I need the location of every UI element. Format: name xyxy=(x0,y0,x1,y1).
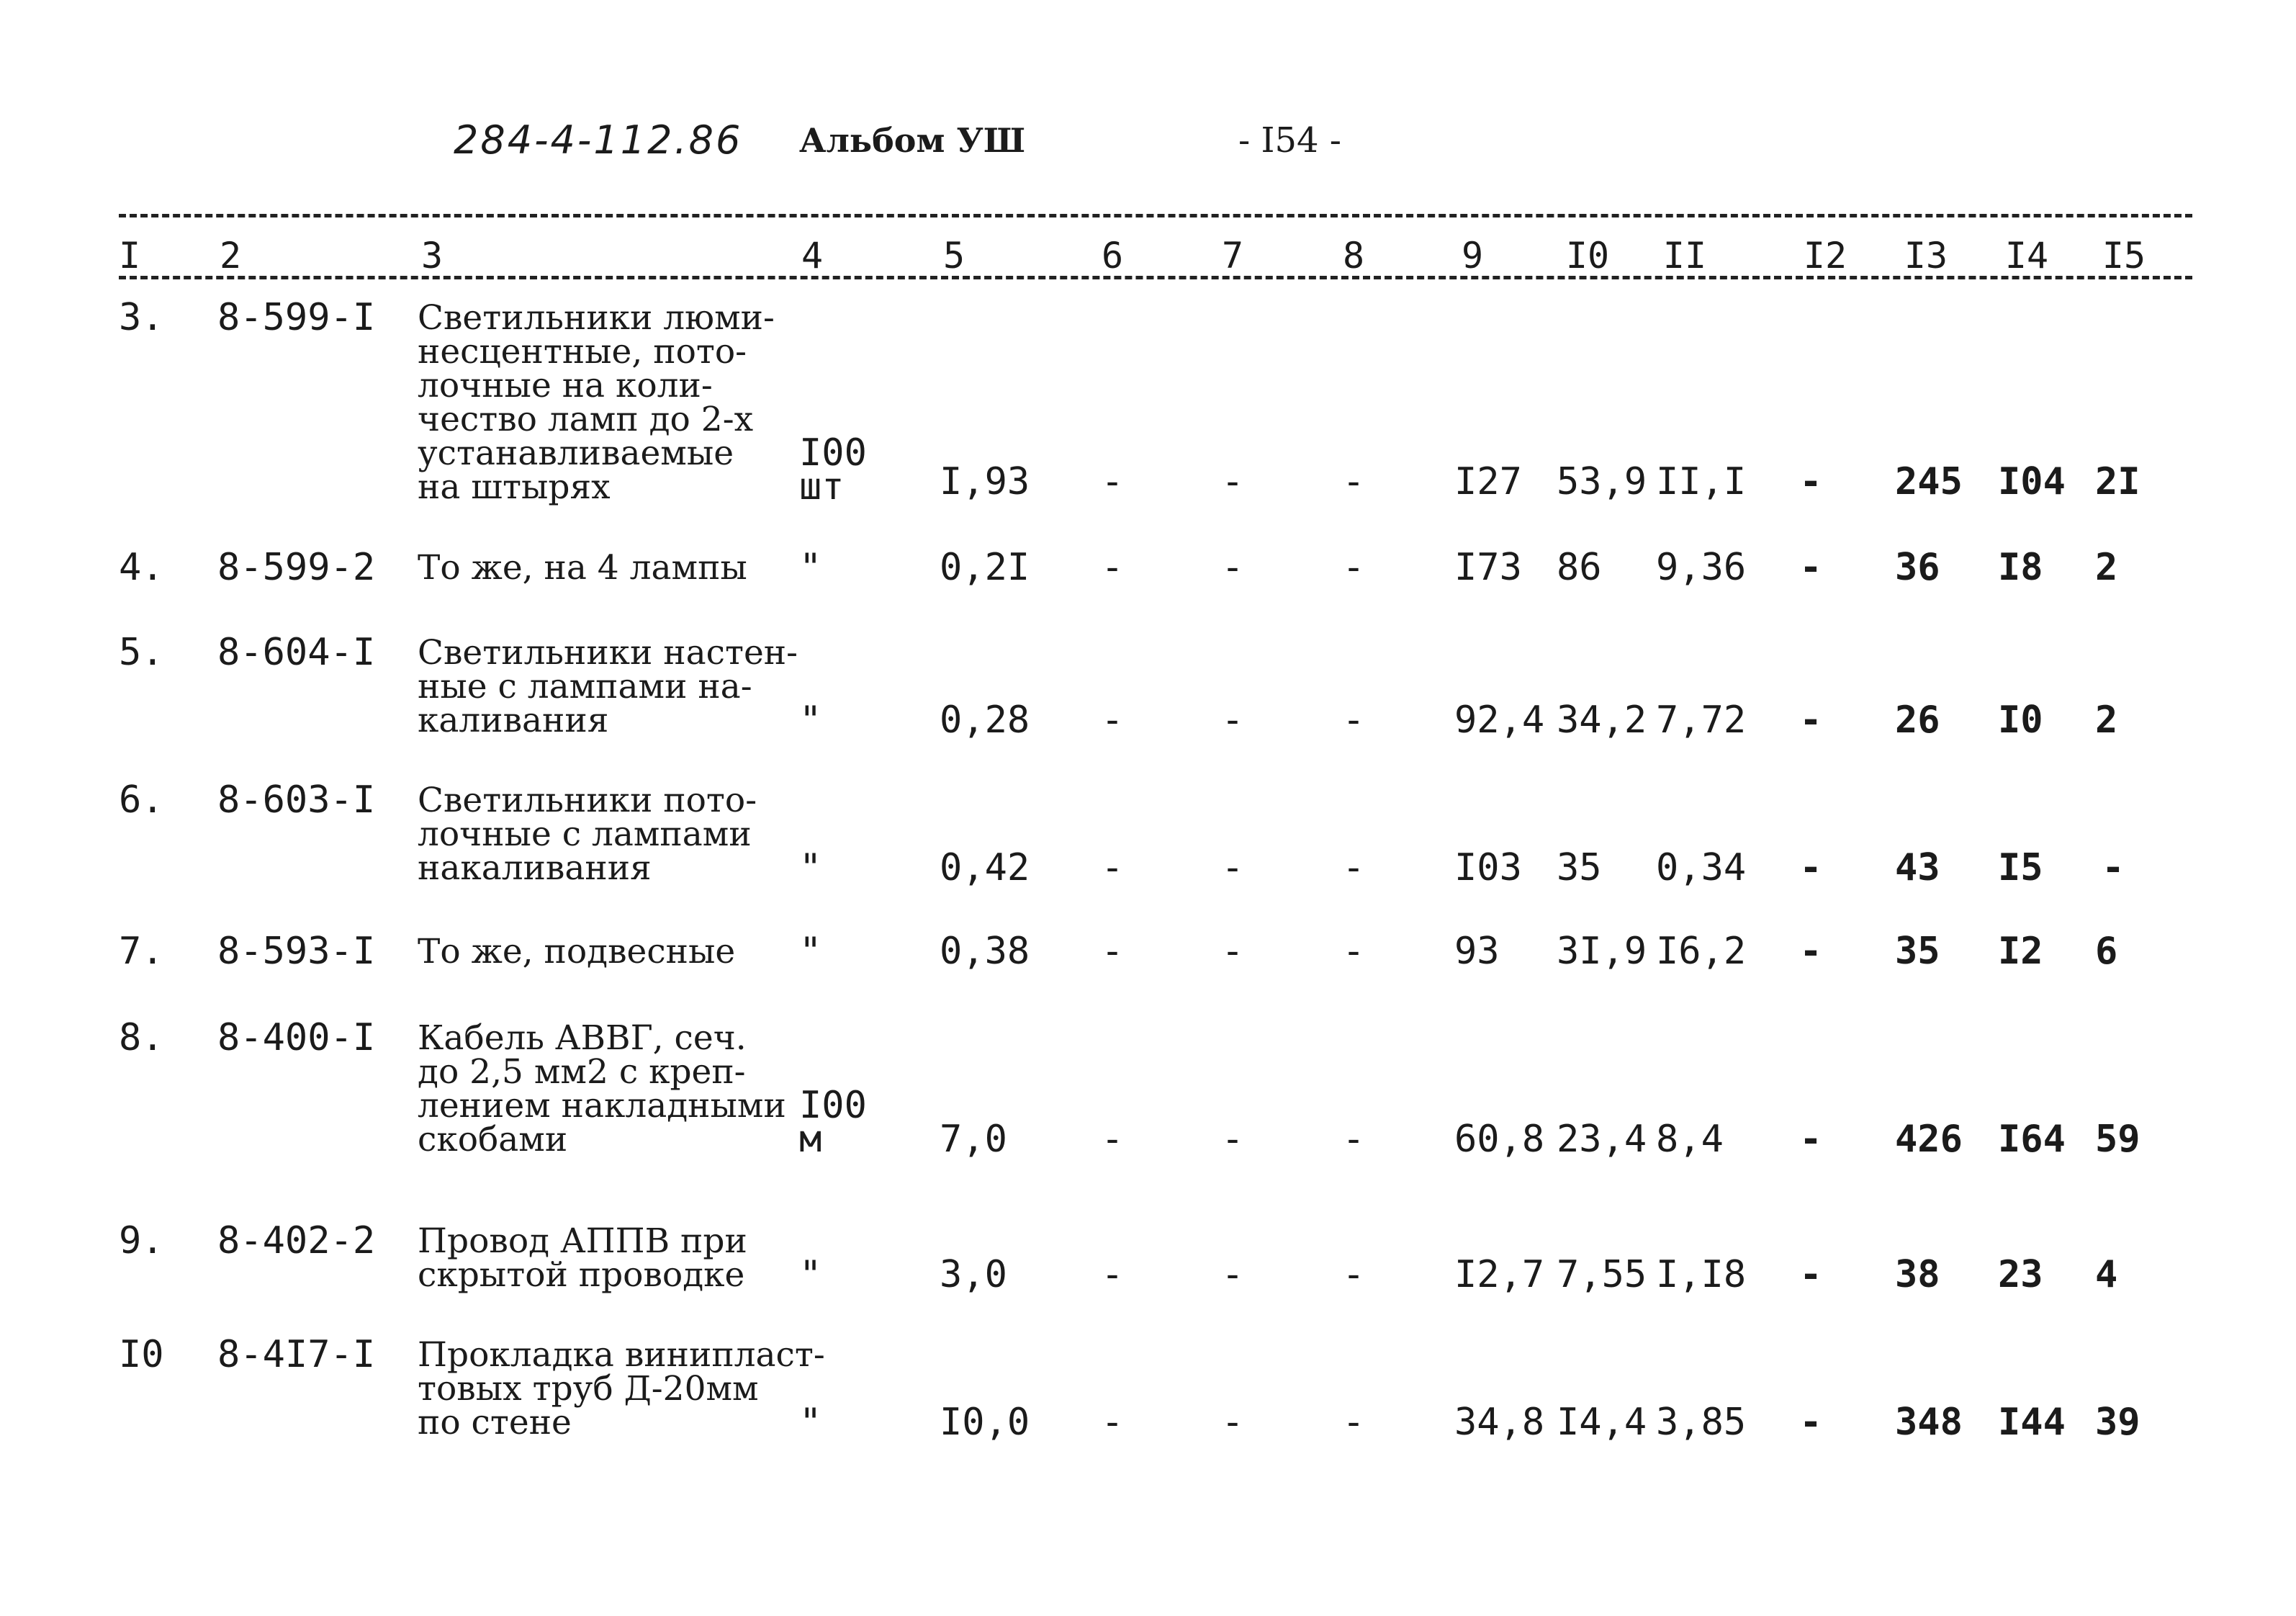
row-number: I0 xyxy=(119,1333,164,1376)
col-14: I0 xyxy=(1998,699,2043,742)
col-6: - xyxy=(1101,1401,1124,1444)
quantity: 0,38 xyxy=(940,930,1030,973)
col-9: I73 xyxy=(1454,546,1522,589)
unit: " xyxy=(799,1253,822,1296)
quantity: 0,2I xyxy=(940,546,1030,589)
unit: " xyxy=(799,699,822,742)
col-12: - xyxy=(1799,1401,1822,1444)
col-11: I,I8 xyxy=(1656,1253,1747,1296)
col-6: - xyxy=(1101,460,1124,503)
col-11: I6,2 xyxy=(1656,930,1747,973)
col-6: - xyxy=(1101,1118,1124,1161)
work-description: Светильники люми- несцентные, пото- лочные на коли- чество ламп до 2-х устанавливаемые на штырях xyxy=(418,298,775,507)
col-9: 93 xyxy=(1454,930,1500,973)
col-11: 0,34 xyxy=(1656,846,1747,889)
col-14: I5 xyxy=(1998,846,2043,889)
norm-code: 8-599-2 xyxy=(217,546,376,589)
work-description: То же, на 4 лампы xyxy=(418,548,747,588)
page-number: - I54 - xyxy=(1238,120,1341,161)
col-15: 2I xyxy=(2095,460,2140,503)
col-12: - xyxy=(1799,846,1822,889)
column-header-12: I2 xyxy=(1803,235,1847,277)
col-6: - xyxy=(1101,699,1124,742)
col-13: 35 xyxy=(1895,930,1940,973)
column-header-11: II xyxy=(1662,235,1707,277)
row-number: 3. xyxy=(119,296,164,339)
row-number: 7. xyxy=(119,930,164,973)
col-7: - xyxy=(1221,699,1244,742)
work-description: Светильники пото- лочные с лампами накаливания xyxy=(418,781,757,888)
column-header-5: 5 xyxy=(942,235,965,277)
col-12: - xyxy=(1799,1253,1822,1296)
unit: I00 шт xyxy=(799,431,867,508)
col-8: - xyxy=(1342,460,1365,503)
col-8: - xyxy=(1342,1401,1365,1444)
norm-code: 8-604-I xyxy=(217,631,376,674)
col-10: I4,4 xyxy=(1557,1401,1647,1444)
column-header-15: I5 xyxy=(2102,235,2146,277)
col-15: 6 xyxy=(2095,930,2118,973)
col-13: 26 xyxy=(1895,699,1940,742)
col-11: II,I xyxy=(1656,460,1747,503)
column-header-8: 8 xyxy=(1342,235,1365,277)
unit: " xyxy=(799,930,822,973)
norm-code: 8-603-I xyxy=(217,778,376,822)
col-14: I2 xyxy=(1998,930,2043,973)
col-15: 2 xyxy=(2095,546,2118,589)
col-8: - xyxy=(1342,546,1365,589)
col-7: - xyxy=(1221,1401,1244,1444)
row-number: 9. xyxy=(119,1219,164,1262)
work-description: Светильники настен- ные с лампами на- каливания xyxy=(418,633,798,740)
col-14: I8 xyxy=(1998,546,2043,589)
col-12: - xyxy=(1799,546,1822,589)
col-15: 2 xyxy=(2095,699,2118,742)
quantity: I0,0 xyxy=(940,1401,1030,1444)
work-description: То же, подвесные xyxy=(418,932,736,971)
col-14: I64 xyxy=(1998,1118,2066,1161)
work-description: Прокладка винипласт- товых труб Д-20мм по стене xyxy=(418,1335,825,1442)
col-7: - xyxy=(1221,930,1244,973)
col-10: 86 xyxy=(1557,546,1602,589)
col-15: 4 xyxy=(2095,1253,2118,1296)
col-9: 34,8 xyxy=(1454,1401,1545,1444)
column-header-4: 4 xyxy=(801,235,824,277)
col-11: 3,85 xyxy=(1656,1401,1747,1444)
col-10: 34,2 xyxy=(1557,699,1647,742)
col-9: 92,4 xyxy=(1454,699,1545,742)
col-8: - xyxy=(1342,1253,1365,1296)
norm-code: 8-599-I xyxy=(217,296,376,339)
col-11: 9,36 xyxy=(1656,546,1747,589)
top-dashed-rule xyxy=(119,214,2192,217)
column-header-6: 6 xyxy=(1101,235,1124,277)
col-13: 245 xyxy=(1895,460,1963,503)
col-12: - xyxy=(1799,1118,1822,1161)
col-15: 59 xyxy=(2095,1118,2140,1161)
quantity: 0,42 xyxy=(940,846,1030,889)
col-13: 43 xyxy=(1895,846,1940,889)
col-14: I44 xyxy=(1998,1401,2066,1444)
column-header-2: 2 xyxy=(219,235,242,277)
col-6: - xyxy=(1101,846,1124,889)
unit: " xyxy=(799,846,822,889)
quantity: 7,0 xyxy=(940,1118,1007,1161)
quantity: I,93 xyxy=(940,460,1030,503)
column-header-1: I xyxy=(118,235,141,277)
col-15: - xyxy=(2102,846,2125,889)
col-6: - xyxy=(1101,546,1124,589)
col-14: 23 xyxy=(1998,1253,2043,1296)
col-10: 23,4 xyxy=(1557,1118,1647,1161)
col-7: - xyxy=(1221,460,1244,503)
col-11: 8,4 xyxy=(1656,1118,1724,1161)
col-10: 35 xyxy=(1557,846,1602,889)
norm-code: 8-402-2 xyxy=(217,1219,376,1262)
col-7: - xyxy=(1221,1118,1244,1161)
col-11: 7,72 xyxy=(1656,699,1747,742)
col-12: - xyxy=(1799,460,1822,503)
col-10: 3I,9 xyxy=(1557,930,1647,973)
row-number: 8. xyxy=(119,1016,164,1059)
col-10: 53,9 xyxy=(1557,460,1647,503)
work-description: Провод АППВ при скрытой проводке xyxy=(418,1221,747,1295)
col-8: - xyxy=(1342,930,1365,973)
album-title: Альбом УШ xyxy=(799,121,1026,160)
col-8: - xyxy=(1342,699,1365,742)
work-description: Кабель АВВГ, сеч. до 2,5 мм2 с креп- лением накладными скобами xyxy=(418,1018,786,1159)
col-7: - xyxy=(1221,546,1244,589)
column-header-13: I3 xyxy=(1904,235,1948,277)
col-9: I2,7 xyxy=(1454,1253,1545,1296)
col-12: - xyxy=(1799,699,1822,742)
col-9: 60,8 xyxy=(1454,1118,1545,1161)
quantity: 0,28 xyxy=(940,699,1030,742)
col-13: 36 xyxy=(1895,546,1940,589)
col-8: - xyxy=(1342,1118,1365,1161)
row-number: 6. xyxy=(119,778,164,822)
col-14: I04 xyxy=(1998,460,2066,503)
header-dashed-rule xyxy=(119,276,2192,279)
column-header-9: 9 xyxy=(1461,235,1484,277)
col-6: - xyxy=(1101,930,1124,973)
col-7: - xyxy=(1221,1253,1244,1296)
col-13: 348 xyxy=(1895,1401,1963,1444)
norm-code: 8-593-I xyxy=(217,930,376,973)
norm-code: 8-4I7-I xyxy=(217,1333,376,1376)
column-header-10: I0 xyxy=(1565,235,1610,277)
unit: I00 м xyxy=(799,1084,867,1161)
col-9: I27 xyxy=(1454,460,1522,503)
col-7: - xyxy=(1221,846,1244,889)
row-number: 4. xyxy=(119,546,164,589)
unit: " xyxy=(799,1401,822,1444)
unit: " xyxy=(799,546,822,589)
norm-code: 8-400-I xyxy=(217,1016,376,1059)
col-9: I03 xyxy=(1454,846,1522,889)
row-number: 5. xyxy=(119,631,164,674)
column-header-7: 7 xyxy=(1221,235,1244,277)
column-header-14: I4 xyxy=(2004,235,2049,277)
quantity: 3,0 xyxy=(940,1253,1007,1296)
col-13: 426 xyxy=(1895,1118,1963,1161)
col-10: 7,55 xyxy=(1557,1253,1647,1296)
col-6: - xyxy=(1101,1253,1124,1296)
document-code: 284-4-112.86 xyxy=(454,117,743,163)
col-13: 38 xyxy=(1895,1253,1940,1296)
col-12: - xyxy=(1799,930,1822,973)
col-8: - xyxy=(1342,846,1365,889)
column-header-3: 3 xyxy=(420,235,444,277)
col-15: 39 xyxy=(2095,1401,2140,1444)
